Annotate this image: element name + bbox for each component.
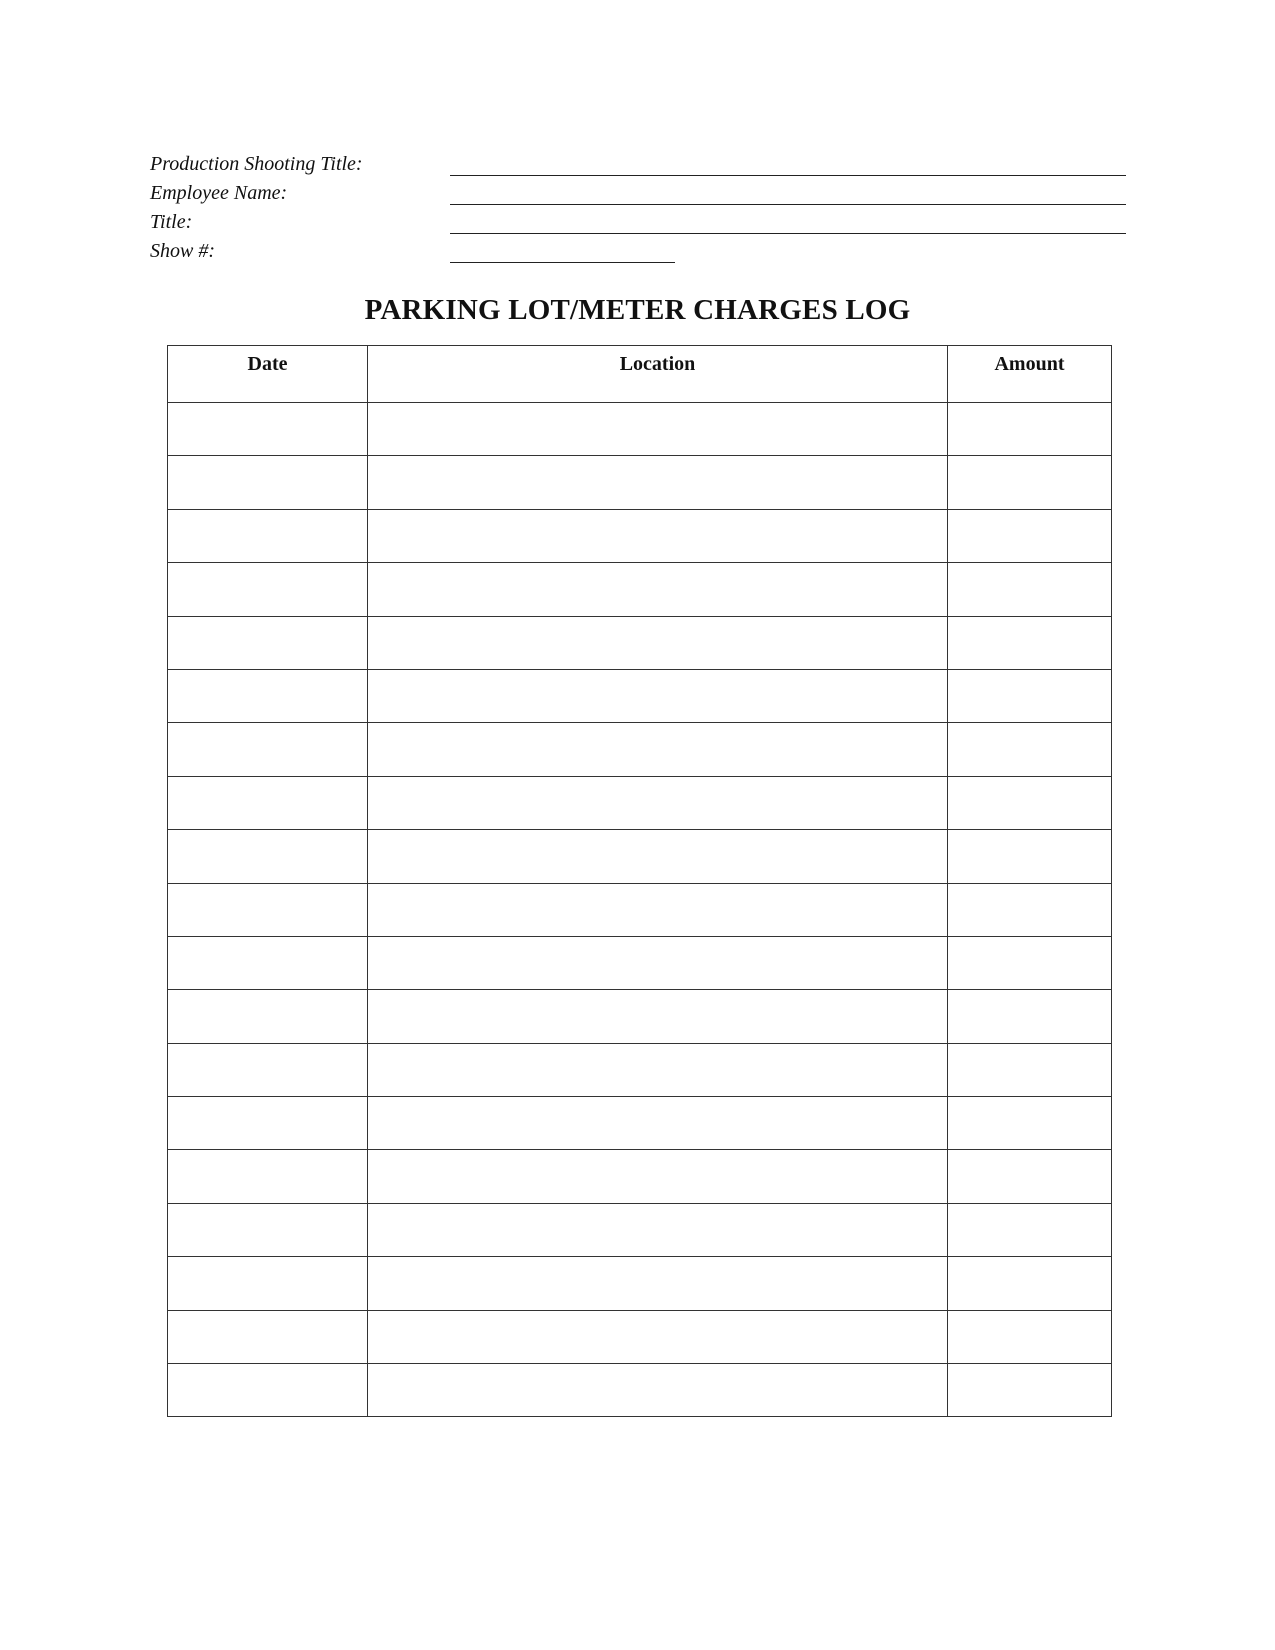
amount-cell[interactable]	[948, 669, 1112, 722]
field-label: Production Shooting Title:	[150, 153, 363, 175]
table-row	[168, 1097, 1112, 1150]
charges-log-table	[167, 345, 1112, 1417]
location-cell[interactable]	[368, 1257, 948, 1310]
location-cell[interactable]	[368, 403, 948, 456]
table-row	[168, 1364, 1112, 1417]
document-title: PARKING LOT/METER CHARGES LOG	[364, 294, 911, 326]
date-cell[interactable]	[168, 990, 368, 1043]
table-row	[168, 723, 1112, 776]
date-cell[interactable]	[168, 936, 368, 989]
location-cell[interactable]	[368, 830, 948, 883]
date-cell[interactable]	[168, 403, 368, 456]
amount-cell[interactable]	[948, 883, 1112, 936]
date-cell[interactable]	[168, 509, 368, 562]
date-cell[interactable]	[168, 1043, 368, 1096]
amount-cell[interactable]	[948, 563, 1112, 616]
table-row	[168, 563, 1112, 616]
date-cell[interactable]	[168, 776, 368, 829]
table-row	[168, 456, 1112, 509]
table-row	[168, 1257, 1112, 1310]
location-cell[interactable]	[368, 563, 948, 616]
table-row	[168, 1310, 1112, 1363]
location-cell[interactable]	[368, 990, 948, 1043]
header-fields	[150, 152, 1130, 268]
date-cell[interactable]	[168, 1150, 368, 1203]
table-row	[168, 883, 1112, 936]
location-cell[interactable]	[368, 1364, 948, 1417]
location-cell[interactable]	[368, 1043, 948, 1096]
show-number-input-line[interactable]	[450, 262, 675, 263]
table-header-row	[168, 346, 1112, 403]
column-header-amount: Amount	[948, 346, 1112, 403]
location-cell[interactable]	[368, 883, 948, 936]
location-cell[interactable]	[368, 509, 948, 562]
amount-cell[interactable]	[948, 1257, 1112, 1310]
date-cell[interactable]	[168, 1310, 368, 1363]
date-cell[interactable]	[168, 830, 368, 883]
amount-cell[interactable]	[948, 936, 1112, 989]
date-cell[interactable]	[168, 1364, 368, 1417]
table-row	[168, 936, 1112, 989]
date-cell[interactable]	[168, 1203, 368, 1256]
table-row	[168, 509, 1112, 562]
production-shooting-title-input-line[interactable]	[450, 175, 1126, 176]
column-header-location: Location	[368, 346, 948, 403]
title-input-line[interactable]	[450, 233, 1126, 234]
date-cell[interactable]	[168, 1257, 368, 1310]
amount-cell[interactable]	[948, 616, 1112, 669]
amount-cell[interactable]	[948, 1097, 1112, 1150]
amount-cell[interactable]	[948, 403, 1112, 456]
field-show-number	[150, 239, 1130, 268]
table-body	[168, 403, 1112, 1417]
amount-cell[interactable]	[948, 1150, 1112, 1203]
employee-name-input-line[interactable]	[450, 204, 1126, 205]
table-row	[168, 830, 1112, 883]
location-cell[interactable]	[368, 1150, 948, 1203]
table-row	[168, 403, 1112, 456]
date-cell[interactable]	[168, 723, 368, 776]
field-employee-name	[150, 181, 1130, 210]
amount-cell[interactable]	[948, 723, 1112, 776]
date-cell[interactable]	[168, 616, 368, 669]
table-row	[168, 990, 1112, 1043]
location-cell[interactable]	[368, 1203, 948, 1256]
location-cell[interactable]	[368, 669, 948, 722]
location-cell[interactable]	[368, 723, 948, 776]
amount-cell[interactable]	[948, 1203, 1112, 1256]
amount-cell[interactable]	[948, 990, 1112, 1043]
location-cell[interactable]	[368, 776, 948, 829]
table-row	[168, 1043, 1112, 1096]
amount-cell[interactable]	[948, 1310, 1112, 1363]
date-cell[interactable]	[168, 563, 368, 616]
amount-cell[interactable]	[948, 456, 1112, 509]
field-label: Employee Name:	[150, 182, 288, 204]
table-row	[168, 776, 1112, 829]
table-row	[168, 616, 1112, 669]
date-cell[interactable]	[168, 1097, 368, 1150]
amount-cell[interactable]	[948, 1043, 1112, 1096]
amount-cell[interactable]	[948, 776, 1112, 829]
location-cell[interactable]	[368, 936, 948, 989]
date-cell[interactable]	[168, 456, 368, 509]
field-label: Title:	[150, 211, 193, 233]
column-header-date: Date	[168, 346, 368, 403]
location-cell[interactable]	[368, 616, 948, 669]
date-cell[interactable]	[168, 883, 368, 936]
table-row	[168, 1150, 1112, 1203]
location-cell[interactable]	[368, 456, 948, 509]
field-production-shooting-title	[150, 152, 1130, 181]
amount-cell[interactable]	[948, 1364, 1112, 1417]
table-row	[168, 1203, 1112, 1256]
date-cell[interactable]	[168, 669, 368, 722]
location-cell[interactable]	[368, 1310, 948, 1363]
field-label: Show #:	[150, 240, 215, 262]
table-row	[168, 669, 1112, 722]
field-title	[150, 210, 1130, 239]
location-cell[interactable]	[368, 1097, 948, 1150]
amount-cell[interactable]	[948, 830, 1112, 883]
amount-cell[interactable]	[948, 509, 1112, 562]
